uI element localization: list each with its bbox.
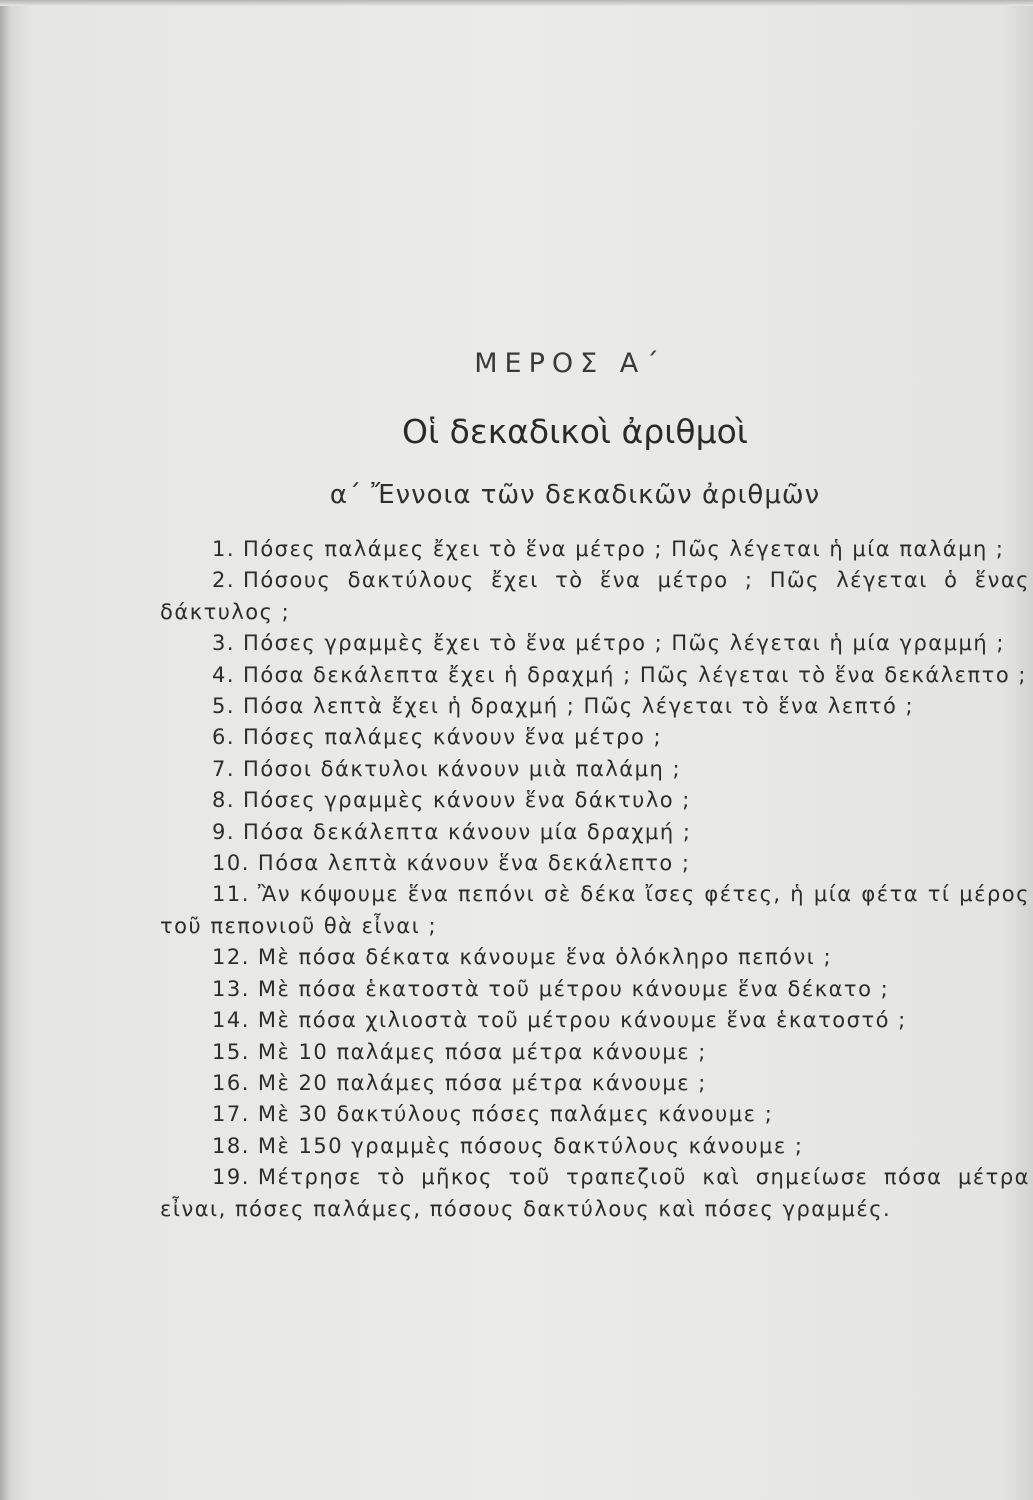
question-item: [160, 1068, 1030, 1099]
question-number: 1.: [212, 537, 236, 561]
section-title: α΄ Ἔννοια τῶν δεκαδικῶν ἀριθμῶν: [329, 480, 821, 510]
question-item: [160, 1099, 1030, 1130]
question-number: 17.: [212, 1102, 250, 1127]
question-item: [160, 534, 1030, 565]
question-item: [160, 1162, 1030, 1225]
question-number: 18.: [212, 1133, 250, 1158]
question-text: Πόσοι δάκτυλοι κάνουν μιὰ παλάμη ;: [243, 756, 682, 781]
question-text: Πόσες παλάμες κάνουν ἕνα μέτρο ;: [243, 725, 663, 750]
question-text: Πόσα δεκάλεπτα κάνουν μία δραχμή ;: [243, 819, 692, 844]
question-number: 13.: [212, 976, 250, 1001]
question-number: 14.: [212, 1008, 250, 1033]
question-number: 9.: [212, 819, 236, 844]
question-text: Πόσες γραμμὲς ἔχει τὸ ἕνα μέτρο ; Πῶς λέγεται ἡ μία γραμμή ;: [243, 631, 1005, 656]
question-text: Πόσες παλάμες ἔχει τὸ ἕνα μέτρο ; Πῶς λέγεται ἡ μία παλάμη ;: [243, 537, 1005, 561]
question-number: 19.: [212, 1165, 250, 1190]
question-text: Μὲ 10 παλάμες πόσα μέτρα κάνουμε ;: [257, 1039, 707, 1064]
question-number: 6.: [212, 725, 236, 750]
question-text: Μὲ πόσα ἑκατοστὰ τοῦ μέτρου κάνουμε ἕνα δέκατο ;: [257, 976, 890, 1001]
question-item: [160, 754, 1030, 785]
part-heading: ΜΕΡΟΣ Α΄: [474, 348, 666, 379]
question-text: Πόσα δεκάλεπτα ἔχει ἡ δραχμή ; Πῶς λέγεται τὸ ἕνα δεκάλεπτο ;: [243, 662, 1027, 687]
question-item: [160, 1037, 1030, 1068]
question-text: Μὲ πόσα δέκατα κάνουμε ἕνα ὁλόκληρο πεπόνι ;: [257, 945, 833, 970]
chapter-title: Οἱ δεκαδικοὶ ἀριθμοὶ: [402, 412, 748, 451]
question-item: [160, 1131, 1030, 1162]
question-item: [160, 879, 1030, 942]
question-number: 4.: [212, 662, 236, 687]
question-item: [160, 660, 1030, 691]
question-text: Μὲ 30 δακτύλους πόσες παλάμες κάνουμε ;: [257, 1102, 774, 1127]
question-text: Μέτρησε τὸ μῆκος τοῦ τραπεζιοῦ καὶ σημείωσε πόσα μέτρα εἶναι, πόσες παλάμες, πόσους δακτύλους καὶ πόσες γραμμές.: [160, 1165, 1030, 1221]
question-number: 16.: [212, 1070, 250, 1095]
question-number: 10.: [212, 851, 250, 876]
question-number: 11.: [212, 882, 250, 907]
question-text: Ἂν κόψουμε ἕνα πεπόνι σὲ δέκα ἴσες φέτες, ἡ μία φέτα τί μέρος τοῦ πεπονιοῦ θὰ εἶναι ;: [160, 882, 1030, 938]
question-item: [160, 1005, 1030, 1036]
question-item: [160, 942, 1030, 973]
page-edge-left: [0, 0, 10, 1500]
question-item: [160, 565, 1030, 628]
question-text: Μὲ πόσα χιλιοστὰ τοῦ μέτρου κάνουμε ἕνα ἑκατοστό ;: [257, 1008, 907, 1033]
question-item: [160, 974, 1030, 1005]
question-text: Πόσα λεπτὰ ἔχει ἡ δραχμή ; Πῶς λέγεται τὸ ἕνα λεπτό ;: [243, 694, 915, 719]
question-list: [160, 534, 1030, 1225]
question-number: 7.: [212, 756, 236, 781]
question-number: 8.: [212, 788, 236, 813]
question-number: 12.: [212, 945, 250, 970]
question-item: [160, 785, 1030, 816]
question-item: [160, 848, 1030, 879]
question-text: Πόσους δακτύλους ἔχει τὸ ἕνα μέτρο ; Πῶς λέγεται ὁ ἕνας δάκτυλος ;: [160, 568, 1030, 624]
question-text: Μὲ 150 γραμμὲς πόσους δακτύλους κάνουμε ;: [257, 1133, 804, 1158]
page-edge-top: [0, 0, 1033, 6]
question-item: [160, 691, 1030, 722]
question-item: [160, 722, 1030, 753]
question-number: 2.: [212, 568, 236, 593]
question-text: Πόσες γραμμὲς κάνουν ἕνα δάκτυλο ;: [243, 788, 691, 813]
question-item: [160, 628, 1030, 659]
question-number: 15.: [212, 1039, 250, 1064]
question-number: 3.: [212, 631, 236, 656]
question-text: Μὲ 20 παλάμες πόσα μέτρα κάνουμε ;: [257, 1070, 707, 1095]
question-item: [160, 817, 1030, 848]
question-text: Πόσα λεπτὰ κάνουν ἕνα δεκάλεπτο ;: [257, 851, 691, 876]
question-number: 5.: [212, 694, 236, 719]
